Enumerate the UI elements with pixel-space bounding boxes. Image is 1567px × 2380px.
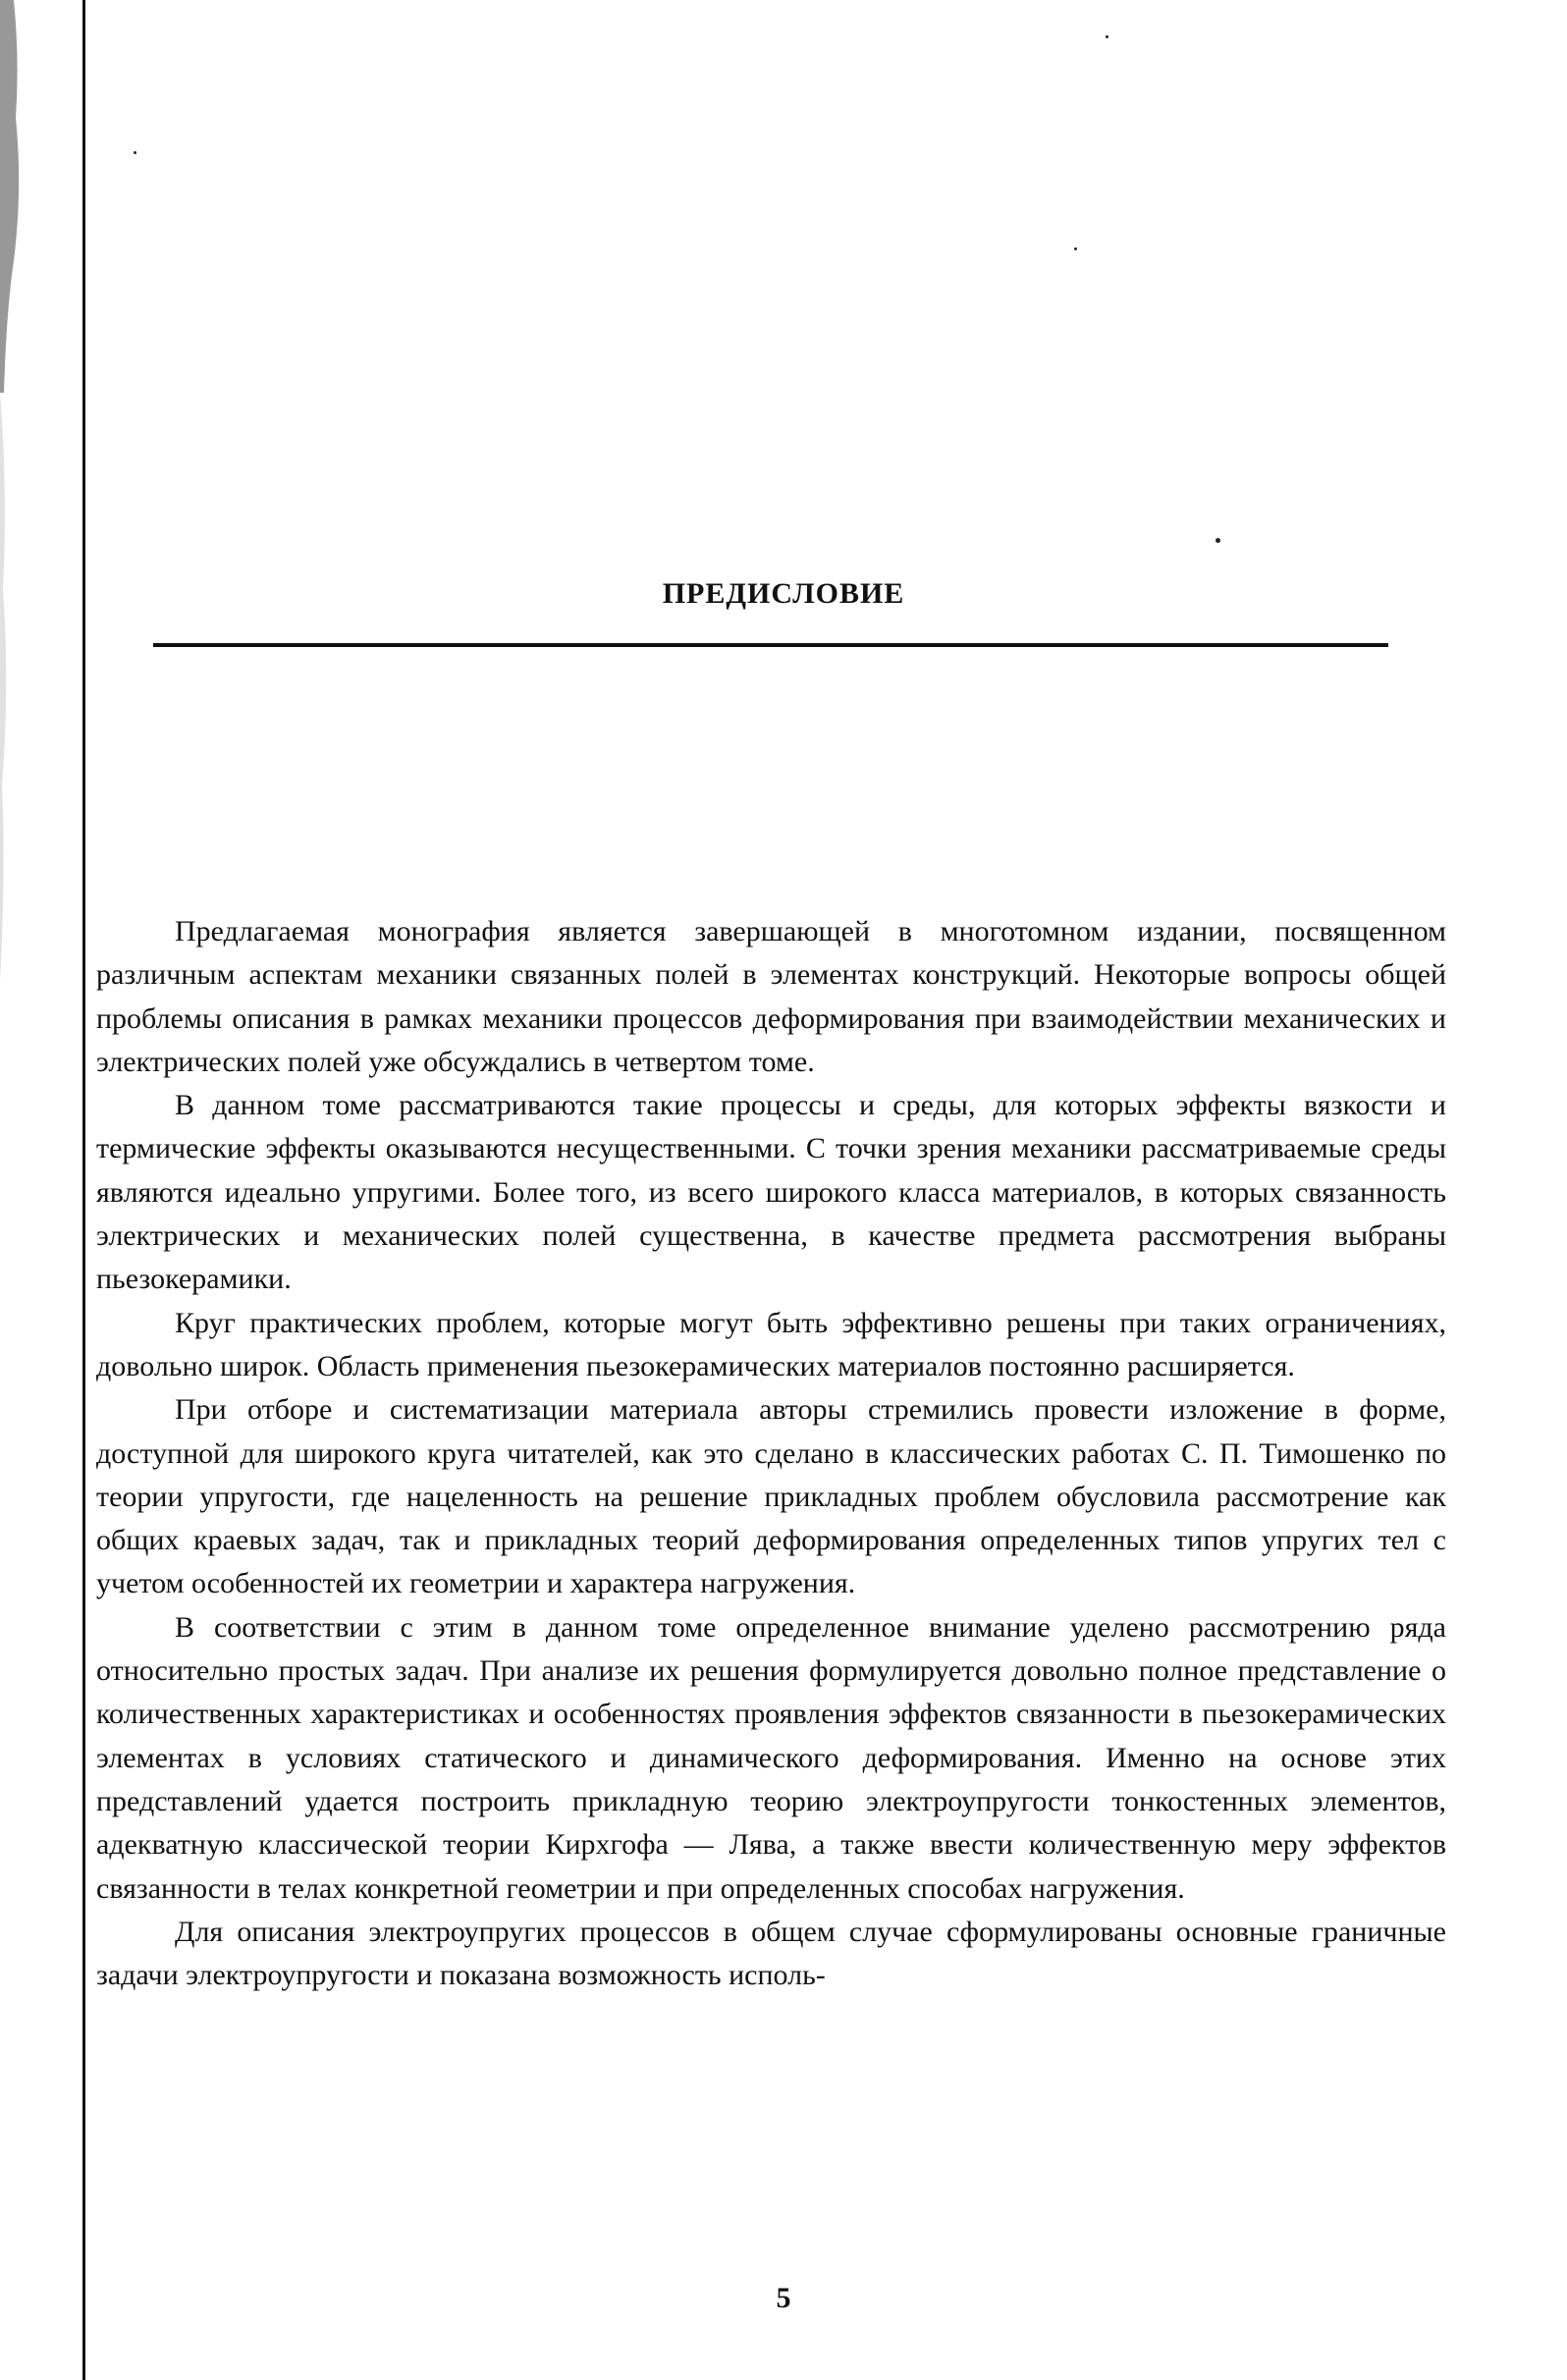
- dust-speck: [1106, 35, 1108, 38]
- dust-speck: [1074, 247, 1077, 250]
- dust-speck: [1216, 538, 1220, 543]
- dust-speck: [134, 151, 136, 154]
- scan-edge-shadow: [0, 0, 29, 982]
- title-rule: [153, 643, 1388, 647]
- paragraph: В данном томе рассматриваются такие процессы и среды, для которых эффекты вязкости и термические эффекты оказываются несущественными. С точки зрения механики рассматриваемые среды являются идеально упругими. Более того, из всего широкого класса материалов, в которых связанность электрических и механических полей существенна, в качестве предмета рассмотрения выбраны пьезокерамики.: [96, 1089, 1446, 1296]
- body-text: [96, 910, 1446, 1997]
- paragraph: В соответствии с этим в данном томе определенное внимание уделено рассмотрению ряда относительно простых задач. При анализе их решения формулируется довольно полное представление о количественных характеристиках и особенностях проявления эффектов связанности в пьезокерамических элементах в условиях статического и динамического деформирования. Именно на основе этих представлений удается построить прикладную теорию электроупругости тонкостенных элементов, адекватную классической теории Кирхгофа — Лява, а также ввести количественную меру эффектов связанности в телах конкретной геометрии и при определенных способах нагружения.: [96, 1610, 1446, 1905]
- page-title: ПРЕДИСЛОВИЕ: [662, 577, 905, 610]
- paragraph: При отборе и систематизации материала авторы стремились провести изложение в форме, доступной для широкого круга читателей, как это сделано в классических работах С. П. Тимошенко по теории упругости, где нацеленность на решение прикладных проблем обусловила рассмотрение как общих краевых задач, так и прикладных теорий деформирования определенных типов упругих тел с учетом особенностей их геометрии и характера нагружения.: [96, 1393, 1446, 1600]
- paragraph: Предлагаемая монография является завершающей в многотомном издании, посвященном различным аспектам механики связанных полей в элементах конструкций. Некоторые вопросы общей проблемы описания в рамках механики процессов деформирования при взаимодействии механических и электрических полей уже обсуждались в четвертом томе.: [96, 915, 1446, 1078]
- paragraph: Круг практических проблем, которые могут быть эффективно решены при таких ограничениях, довольно широк. Область применения пьезокерамических материалов постоянно расширяется.: [96, 1306, 1446, 1382]
- paragraph: Для описания электроупругих процессов в общем случае сформулированы основные граничные задачи электроупругости и показана возможность исполь-: [96, 1915, 1446, 1992]
- page-number: 5: [776, 2282, 791, 2314]
- page-border: [82, 0, 85, 2380]
